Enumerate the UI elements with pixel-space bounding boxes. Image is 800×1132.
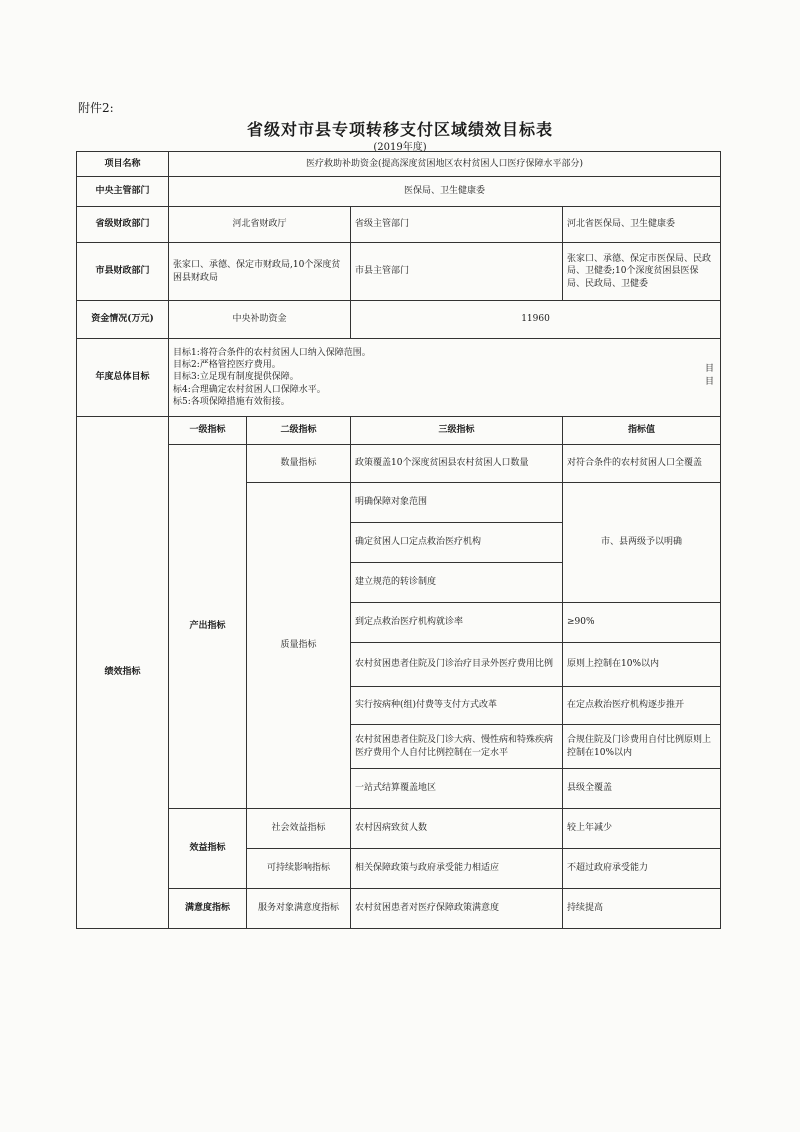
table-row: 实行按病种(组)付费等支付方式改革	[351, 687, 563, 725]
header-level2: 二级指标	[247, 417, 351, 445]
service-satisfaction-label: 服务对象满意度指标	[247, 889, 351, 929]
central-dept-label: 中央主管部门	[77, 177, 169, 207]
goal-1: 目标1:将符合条件的农村贫困人口纳入保障范围。	[173, 348, 371, 359]
performance-target-table	[76, 151, 721, 929]
table-row-value: 持续提高	[563, 889, 721, 929]
prov-finance-label: 省级财政部门	[77, 207, 169, 243]
city-dept-value: 张家口、承德、保定市医保局、民政局、卫健委;10个深度贫困县医保局、民政局、卫健委	[563, 243, 721, 301]
quantity-indicator-label: 数量指标	[247, 445, 351, 483]
header-value: 指标值	[563, 417, 721, 445]
quality-indicator-label: 质量指标	[247, 483, 351, 809]
goals-label: 年度总体目标	[77, 339, 169, 417]
funds-source: 中央补助资金	[169, 301, 351, 339]
funds-amount: 11960	[351, 301, 721, 339]
city-finance-label: 市县财政部门	[77, 243, 169, 301]
attachment-label: 附件2:	[78, 101, 114, 115]
output-indicator-label: 产出指标	[169, 445, 247, 809]
indicators-section-label: 绩效指标	[77, 417, 169, 929]
goal-2: 目标2:严格管控医疗费用。	[173, 360, 281, 371]
table-row-value: 合规住院及门诊费用自付比例原则上控制在10%以内	[563, 725, 721, 769]
city-dept-label: 市县主管部门	[351, 243, 563, 301]
table-row: 明确保障对象范围	[351, 483, 563, 523]
goals-mark-2: 目	[705, 377, 715, 387]
table-row: 到定点救治医疗机构就诊率	[351, 603, 563, 643]
page-title: 省级对市县专项转移支付区域绩效目标表	[246, 120, 553, 139]
sustainable-impact-label: 可持续影响指标	[247, 849, 351, 889]
page-subtitle: (2019年度)	[373, 142, 427, 153]
table-row: 建立规范的转诊制度	[351, 563, 563, 603]
project-name-label: 项目名称	[77, 152, 169, 177]
table-row: 确定贫困人口定点救治医疗机构	[351, 523, 563, 563]
header-level3: 三级指标	[351, 417, 563, 445]
funds-label: 资金情况(万元)	[77, 301, 169, 339]
table-row: 农村贫困患者住院及门诊大病、慢性病和特殊疾病医疗费用个人自付比例控制在一定水平	[351, 725, 563, 769]
header-level1: 一级指标	[169, 417, 247, 445]
social-benefit-label: 社会效益指标	[247, 809, 351, 849]
project-name-value: 医疗救助补助资金(提高深度贫困地区农村贫困人口医疗保障水平部分)	[169, 152, 721, 177]
table-row-value: ≥90%	[563, 603, 721, 643]
table-row: 农村因病致贫人数	[351, 809, 563, 849]
prov-dept-label: 省级主管部门	[351, 207, 563, 243]
goals-mark-1: 目	[705, 364, 715, 374]
goal-3: 目标3:立足现有制度提供保障。	[173, 372, 299, 383]
table-row-value: 原则上控制在10%以内	[563, 643, 721, 687]
prov-finance-value: 河北省财政厅	[169, 207, 351, 243]
table-row: 相关保障政策与政府承受能力相适应	[351, 849, 563, 889]
table-row-value: 不超过政府承受能力	[563, 849, 721, 889]
table-row-value: 市、县两级予以明确	[563, 483, 721, 603]
prov-dept-value: 河北省医保局、卫生健康委	[563, 207, 721, 243]
goal-5: 标5:各项保障措施有效衔接。	[173, 396, 290, 407]
benefit-indicator-label: 效益指标	[169, 809, 247, 889]
table-row: 农村贫困患者住院及门诊治疗目录外医疗费用比例	[351, 643, 563, 687]
goals-cell	[169, 339, 721, 417]
table-row: 政策覆盖10个深度贫困县农村贫困人口数量	[351, 445, 563, 483]
goal-4: 标4:合理确定农村贫困人口保障水平。	[173, 384, 326, 395]
table-row: 农村贫困患者对医疗保障政策满意度	[351, 889, 563, 929]
city-finance-value: 张家口、承德、保定市财政局,10个深度贫困县财政局	[169, 243, 351, 301]
satisfaction-indicator-label: 满意度指标	[169, 889, 247, 929]
table-row-value: 对符合条件的农村贫困人口全覆盖	[563, 445, 721, 483]
table-row-value: 在定点救治医疗机构逐步推开	[563, 687, 721, 725]
table-row-value: 较上年减少	[563, 809, 721, 849]
table-row-value: 县级全覆盖	[563, 769, 721, 809]
central-dept-value: 医保局、卫生健康委	[169, 177, 721, 207]
table-row: 一站式结算覆盖地区	[351, 769, 563, 809]
